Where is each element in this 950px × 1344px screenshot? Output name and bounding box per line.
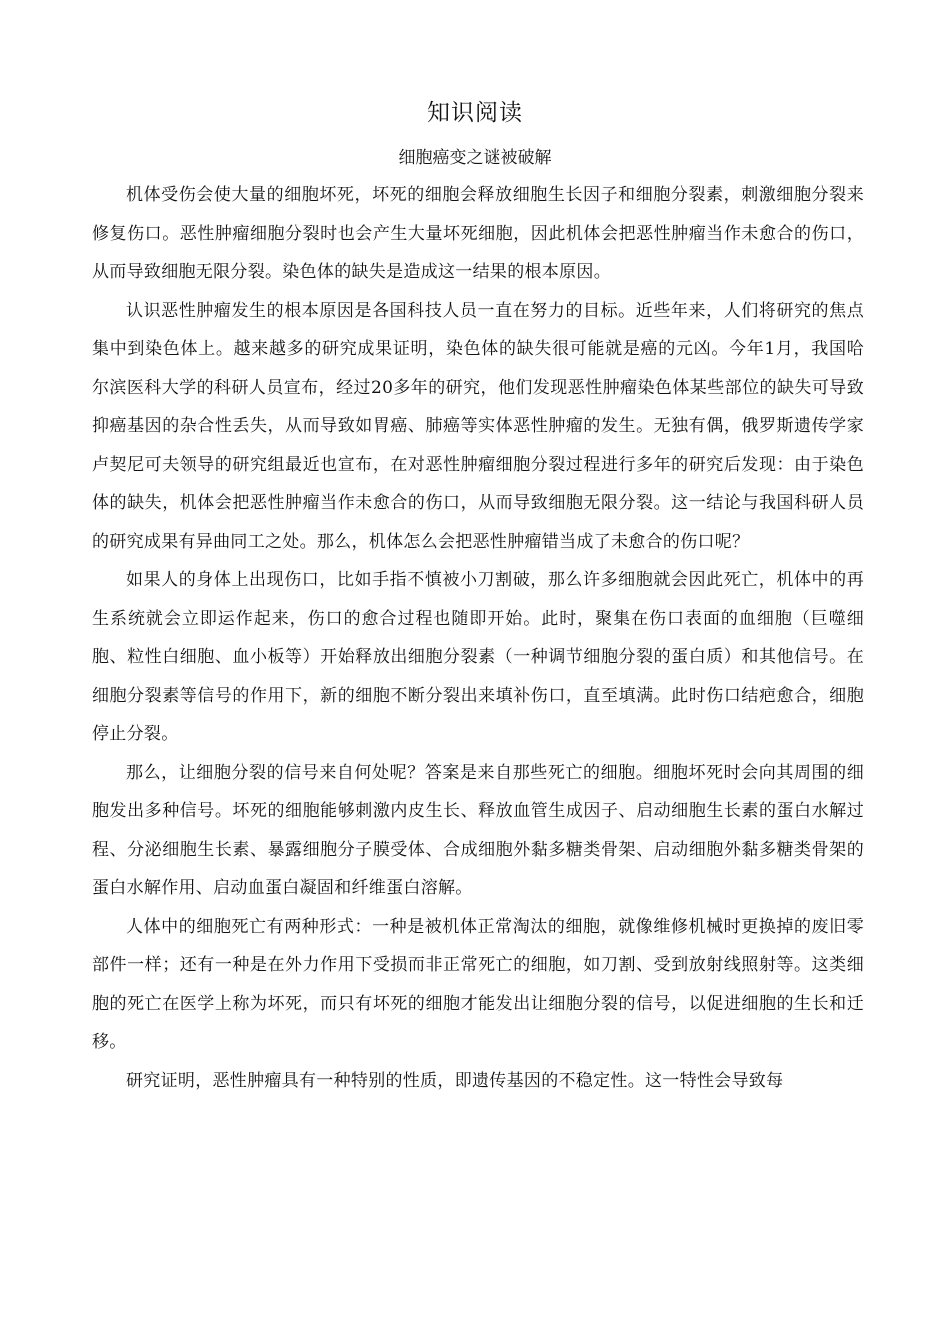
document-title: 知识阅读: [427, 100, 523, 126]
paragraph: 认识恶性肿瘤发生的根本原因是各国科技人员一直在努力的目标。近些年来，人们将研究的焦点集中到染色体上。越来越多的研究成果证明，染色体的缺失很可能就是癌的元凶。今年1月，我国哈尔滨医科大学的科研人员宣布，经过20多年的研究，他们发现恶性肿瘤染色体某些部位的缺失可导致抑癌基因的杂合性丢失，从而导致如胃癌、肺癌等实体恶性肿瘤的发生。无独有偶，俄罗斯遗传学家卢契尼可夫领导的研究组最近也宣布，在对恶性肿瘤细胞分裂过程进行多年的研究后发现：由于染色体的缺失，机体会把恶性肿瘤当作未愈合的伤口，从而导致细胞无限分裂。这一结论与我国科研人员的研究成果有异曲同工之处。那么，机体怎么会把恶性肿瘤错当成了未愈合的伤口呢？: [92, 300, 864, 552]
document-subtitle: 细胞癌变之谜被破解: [398, 148, 552, 168]
paragraph: 如果人的身体上出现伤口，比如手指不慎被小刀割破，那么许多细胞就会因此死亡，机体中的再生系统就会立即运作起来，伤口的愈合过程也随即开始。此时，聚集在伤口表面的血细胞（巨噬细胞、粒性白细胞、血小板等）开始释放出细胞分裂素（一种调节细胞分裂的蛋白质）和其他信号。在细胞分裂素等信号的作用下，新的细胞不断分裂出来填补伤口，直至填满。此时伤口结疤愈合，细胞停止分裂。: [92, 570, 864, 744]
document-body: [92, 176, 864, 1100]
paragraph: 机体受伤会使大量的细胞坏死，坏死的细胞会释放细胞生长因子和细胞分裂素，刺激细胞分裂来修复伤口。恶性肿瘤细胞分裂时也会产生大量坏死细胞，因此机体会把恶性肿瘤当作未愈合的伤口，从而导致细胞无限分裂。染色体的缺失是造成这一结果的根本原因。: [92, 185, 864, 282]
paragraph: 研究证明，恶性肿瘤具有一种特别的性质，即遗传基因的不稳定性。这一特性会导致每: [126, 1070, 784, 1091]
paragraph: 人体中的细胞死亡有两种形式：一种是被机体正常淘汰的细胞，就像维修机械时更换掉的废旧零部件一样；还有一种是在外力作用下受损而非正常死亡的细胞，如刀割、受到放射线照射等。这类细胞的死亡在医学上称为坏死，而只有坏死的细胞才能发出让细胞分裂的信号，以促进细胞的生长和迁移。: [92, 916, 864, 1052]
paragraph: 那么，让细胞分裂的信号来自何处呢？答案是来自那些死亡的细胞。细胞坏死时会向其周围的细胞发出多种信号。坏死的细胞能够刺激内皮生长、释放血管生成因子、启动细胞生长素的蛋白水解过程、分泌细胞生长素、暴露细胞分子膜受体、合成细胞外黏多糖类骨架、启动细胞外黏多糖类骨架的蛋白水解作用、启动血蛋白凝固和纤维蛋白溶解。: [92, 762, 864, 898]
